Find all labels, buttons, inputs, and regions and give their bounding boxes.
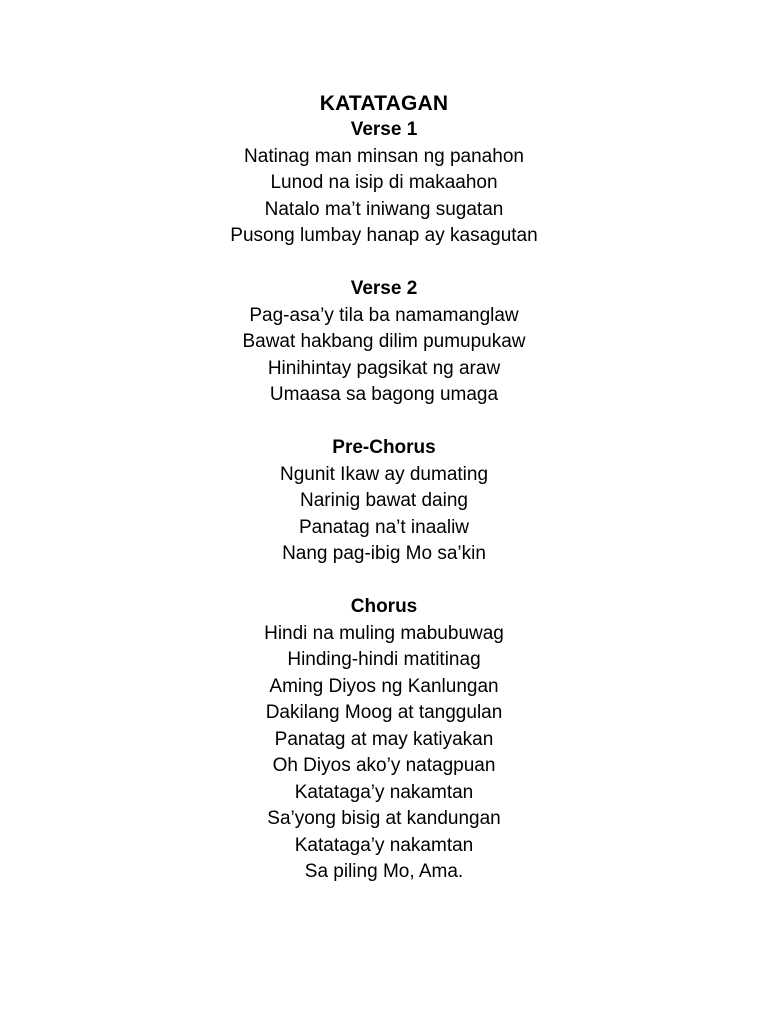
lyric-line: Lunod na isip di makaahon [270,172,498,193]
lyric-line: Panatag at may katiyakan [274,728,494,750]
lyric-line: Nang pag-ibig Mo sa’kin [282,543,486,564]
lyric-line: Katataga’y nakamtan [294,781,474,803]
section-heading: Pre-Chorus [332,437,436,458]
song-title: KATATAGAN [319,92,449,115]
lyrics-page [0,91,768,886]
lyric-line: Ngunit Ikaw ay dumating [279,463,489,485]
section-chorus [0,594,768,886]
section-verse-2 [0,276,768,409]
lyric-line: Sa’yong bisig at kandungan [267,808,501,829]
lyric-line: Oh Diyos ako’y natagpuan [272,755,496,776]
lyric-line: Sa piling Mo, Ama. [304,861,464,882]
lyric-line: Narinig bawat daing [300,490,468,511]
lyric-line: Hinihintay pagsikat ng araw [267,357,501,379]
lyric-line: Dakilang Moog at tanggulan [265,702,503,723]
lyric-line: Pag-asa’y tila ba namamanglaw [249,304,519,326]
lyric-line: Hinding-hindi matitinag [287,649,481,670]
lyric-line: Natinag man minsan ng panahon [244,145,524,167]
lyric-line: Aming Diyos ng Kanlungan [269,675,499,697]
section-verse-1 [0,117,768,250]
lyric-line: Hindi na muling mabubuwag [264,622,504,644]
lyric-line: Katataga’y nakamtan [294,834,474,856]
section-heading: Verse 2 [350,278,418,299]
lyric-line: Umaasa sa bagong umaga [269,384,499,405]
lyric-line: Bawat hakbang dilim pumupukaw [242,331,526,352]
section-heading: Chorus [350,596,418,617]
lyric-line: Panatag na’t inaaliw [298,516,470,538]
lyric-line: Natalo ma’t iniwang sugatan [264,198,504,220]
section-pre-chorus [0,435,768,568]
section-heading: Verse 1 [350,119,418,140]
lyric-line: Pusong lumbay hanap ay kasagutan [230,225,538,246]
